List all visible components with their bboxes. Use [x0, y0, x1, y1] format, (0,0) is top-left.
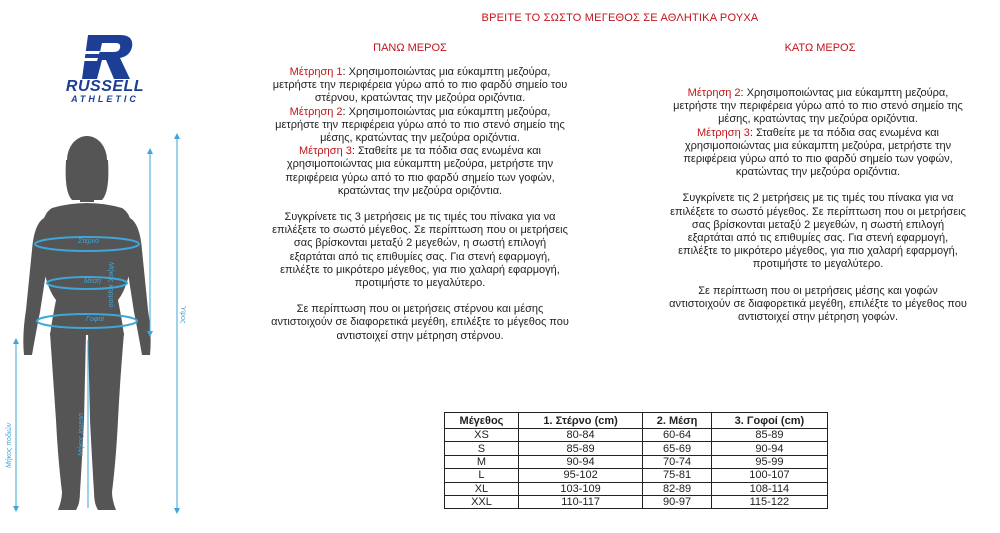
label-leg-length: Μήκος ποδιών: [6, 422, 13, 468]
upper-compare: Συγκρίνετε τις 3 μετρήσεις με τις τιμές του πίνακα για να επιλέξετε το σωστό μέγεθος. Σε περίπτωση που οι μετρήσεις σας βρίσκονται μεταξύ 2 μεγεθών, η σωστή επιλογή εξαρτάται από τις επιθυμίες σας. Για στενή εφαρμογή, επιλέξτε το μικρότερο μέγεθος, για πιο χαλαρή εφαρμογή, προτιμήστε το μεγαλύτερο.: [272, 211, 568, 290]
cell-chest: 95-102: [518, 469, 642, 482]
lower-m2: [668, 87, 968, 127]
cell-waist: 70-74: [643, 455, 712, 468]
cell-hips: 95-99: [711, 455, 827, 468]
cell-waist: 65-69: [643, 442, 712, 455]
upper-m1-text: : Χρησιμοποιώντας μια εύκαμπτη μεζούρα, μετρήστε την περιφέρεια γύρω από το πιο φαρδύ σημείο του στέρνου, κρατώντας την μεζούρα οριζόντια.: [272, 66, 568, 105]
upper-m2-label: Μέτρηση 2: [289, 105, 343, 118]
upper-m3: [270, 145, 570, 198]
header-chest: 1. Στέρνο (cm): [518, 413, 642, 429]
upper-m1: [270, 66, 570, 106]
silhouette-icon: [23, 136, 150, 510]
cell-size: L: [445, 469, 519, 482]
cell-hips: 115-122: [711, 495, 827, 508]
label-waist: Μέση: [84, 278, 102, 285]
table-header-row: [445, 413, 828, 429]
cell-hips: 90-94: [711, 442, 827, 455]
label-torso-length: Μήκος κορμού: [107, 262, 114, 308]
logo-subtitle: ATHLETIC: [71, 94, 139, 104]
cell-size: M: [445, 455, 519, 468]
lower-m2-text: : Χρησιμοποιώντας μια εύκαμπτη μεζούρα, μετρήστε την περιφέρεια γύρω από το πιο στενό σημείο της μέσης, κρατώντας την μεζούρα οριζόντια.: [673, 87, 963, 126]
upper-m2: [270, 106, 570, 146]
cell-size: XXL: [445, 495, 519, 508]
label-hips: Γοφοί: [86, 316, 104, 323]
upper-m1-label: Μέτρηση 1: [289, 66, 343, 78]
lower-m3-text: : Σταθείτε με τα πόδια σας ενωμένα και χρησιμοποιώντας μια εύκαμπτη μεζούρα, μετρήστε την περιφέρεια γύρω από το πιο φαρδύ σημείο των γοφών, κρατώντας την μεζούρα οριζόντια.: [683, 126, 953, 179]
cell-chest: 110-117: [518, 495, 642, 508]
page-title: ΒΡΕΙΤΕ ΤΟ ΣΩΣΤΟ ΜΕΓΕΘΟΣ ΣΕ ΑΘΛΗΤΙΚΑ ΡΟΥΧΑ: [481, 12, 759, 24]
upper-m2-text: : Χρησιμοποιώντας μια εύκαμπτη μεζούρα, μετρήστε την περιφέρεια γύρω από το πιο στενό σημείο της μέσης, κρατώντας την μεζούρα οριζόντια.: [275, 105, 565, 145]
lower-heading: ΚΑΤΩ ΜΕΡΟΣ: [784, 42, 856, 54]
cell-waist: 90-97: [643, 495, 712, 508]
table-row: [445, 455, 828, 468]
table-row: [445, 482, 828, 495]
cell-waist: 75-81: [643, 469, 712, 482]
cell-chest: 85-89: [518, 442, 642, 455]
label-chest: Στέρνο: [78, 238, 100, 245]
russell-logo-icon: [80, 33, 136, 81]
cell-size: XS: [445, 429, 519, 442]
cell-hips: 100-107: [711, 469, 827, 482]
table-row: [445, 469, 828, 482]
table-row: [445, 495, 828, 508]
cell-waist: 60-64: [643, 429, 712, 442]
header-hips: 3. Γοφοί (cm): [711, 413, 827, 429]
logo-wordmark: RUSSELL: [65, 78, 145, 95]
cell-waist: 82-89: [643, 482, 712, 495]
lower-instructions: [668, 87, 968, 324]
cell-size: S: [445, 442, 519, 455]
table-row: [445, 442, 828, 455]
upper-m3-text: : Σταθείτε με τα πόδια σας ενωμένα και χρησιμοποιώντας μια εύκαμπτη μεζούρα, μετρήστε την περιφέρεια γύρω από το πιο φαρδύ σημείο των γοφών, κρατώντας την μεζούρα οριζόντια.: [285, 145, 555, 197]
cell-hips: 108-114: [711, 482, 827, 495]
lower-m3-label: Μέτρηση 3: [697, 126, 750, 139]
cell-hips: 85-89: [711, 429, 827, 442]
upper-m3-label: Μέτρηση 3: [299, 145, 352, 158]
label-height: Ύψος: [179, 305, 186, 324]
cell-chest: 103-109: [518, 482, 642, 495]
lower-m2-label: Μέτρηση 2: [687, 87, 741, 99]
lower-note: Σε περίπτωση που οι μετρήσεις μέσης και γοφών αντιστοιχούν σε διαφορετικά μεγέθη, επιλέξτε το μέγεθος που αντιστοιχεί στην μέτρηση γοφών.: [669, 284, 967, 324]
upper-instructions: [270, 66, 570, 343]
lower-m3: [668, 127, 968, 180]
lower-compare: Συγκρίνετε τις 2 μετρήσεις με τις τιμές του πίνακα για να επιλέξετε το σωστό μέγεθος. Σε περίπτωση που οι μετρήσεις σας βρίσκονται μεταξύ 2 μεγεθών, η σωστή επιλογή εξαρτάται από τις επιθυμίες σας. Για στενή εφαρμογή, επιλέξτε το μικρότερο μέγεθος, για πιο χαλαρή εφαρμογή, προτιμήστε το μεγαλύτερο.: [670, 192, 966, 271]
cell-chest: 90-94: [518, 455, 642, 468]
cell-size: XL: [445, 482, 519, 495]
size-table: [444, 412, 828, 509]
header-waist: 2. Μέση: [643, 413, 712, 429]
upper-heading: ΠΑΝΩ ΜΕΡΟΣ: [373, 42, 447, 54]
table-row: [445, 429, 828, 442]
cell-chest: 80-84: [518, 429, 642, 442]
upper-note: Σε περίπτωση που οι μετρήσεις στέρνου και μέσης αντιστοιχούν σε διαφορετικά μεγέθη, επιλέξτε το μέγεθος που αντιστοιχεί στην μέτρηση στέρνου.: [271, 303, 569, 342]
label-inseam: Μήκος insean: [78, 412, 85, 456]
header-size: Μέγεθος: [445, 413, 519, 429]
